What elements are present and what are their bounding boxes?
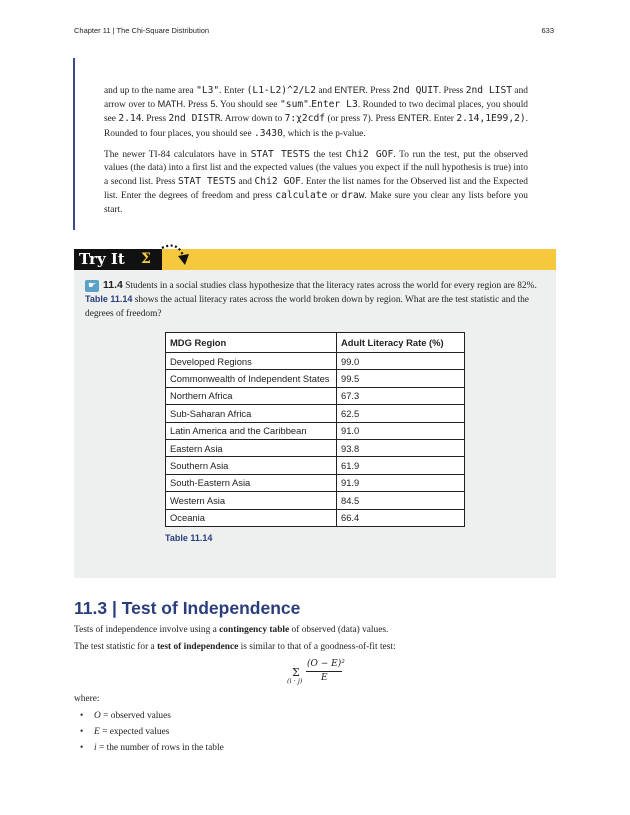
sigma-icon: Σ xyxy=(141,251,151,267)
list-item: • O = observed values xyxy=(80,711,171,721)
rate-cell: 99.0 xyxy=(337,353,465,370)
table-row xyxy=(166,457,465,474)
term-contingency-table: contingency table xyxy=(219,625,290,635)
table-reference-link[interactable]: Table 11.14 xyxy=(85,294,133,305)
intro-paragraph: Tests of independence involve using a contingency table of observed (data) values. xyxy=(74,625,389,635)
chi-square-formula xyxy=(287,656,357,690)
table-row xyxy=(166,422,465,439)
region-cell: Oceania xyxy=(166,509,337,526)
list-item: • E = expected values xyxy=(80,727,170,737)
note-paragraph-2: The newer TI-84 calculators have in STAT TESTS the test Chi2 GOF. To run the test, put the observed values (the data) into a first list and the expected values (the values you expect if the null hypothesis is true) into a second list. Press STAT TESTS and Chi2 GOF. Enter the list names for the Observed list and the Expected list. Enter the degrees of freedom and press calculate or draw. Make sure you clear any lists before you start. xyxy=(104,148,528,215)
region-cell: Latin America and the Caribbean xyxy=(166,422,337,439)
table-row xyxy=(166,474,465,491)
note-paragraph-1: and up to the name area "L3". Enter (L1-L2)^2/L2 and ENTER. Press 2nd QUIT. Press 2nd LIST and arrow over to MATH. Press 5. You should see "sum".Enter L3. Rounded to two decimal places, you should see 2.14. Press 2nd DISTR. Arrow down to 7:χ2cdf (or press 7). Press ENTER. Enter 2.14,1E99,2). Rounded to four places, you should see .3430, which is the p-value. xyxy=(104,85,528,139)
region-cell: Western Asia xyxy=(166,492,337,509)
rate-cell: 93.8 xyxy=(337,439,465,456)
calculator-note xyxy=(104,84,528,224)
definition-list xyxy=(80,710,224,758)
table-caption: Table 11.14 xyxy=(165,533,213,543)
column-header: MDG Region xyxy=(166,333,337,353)
table-row xyxy=(166,353,465,370)
table-header-row xyxy=(166,333,465,353)
pointing-hand-icon: ☛ xyxy=(85,280,99,292)
test-statistic-paragraph: The test statistic for a test of independence is similar to that of a goodness-of-fit test: xyxy=(74,642,396,652)
rate-cell: 61.9 xyxy=(337,457,465,474)
fraction-bar xyxy=(306,671,342,672)
exercise-number: 11.4 xyxy=(103,279,123,291)
section-separator: | xyxy=(111,598,117,618)
region-cell: Southern Asia xyxy=(166,457,337,474)
region-cell: Northern Africa xyxy=(166,387,337,404)
note-sidebar-rule xyxy=(73,58,75,230)
page-number: 633 xyxy=(541,26,554,35)
section-heading xyxy=(74,598,300,619)
formula-numerator: (O − E)² xyxy=(307,659,345,669)
section-number: 11.3 xyxy=(74,598,108,618)
section-title: Test of Independence xyxy=(121,598,301,618)
list-item: • i = the number of rows in the table xyxy=(80,743,224,753)
table-row xyxy=(166,439,465,456)
table-row xyxy=(166,387,465,404)
region-cell: Sub-Saharan Africa xyxy=(166,405,337,422)
rate-cell: 84.5 xyxy=(337,492,465,509)
region-cell: Commonwealth of Independent States xyxy=(166,370,337,387)
rate-cell: 62.5 xyxy=(337,405,465,422)
table-row xyxy=(166,370,465,387)
sum-symbol: Σ xyxy=(292,666,300,679)
try-it-label: Try It xyxy=(74,249,162,270)
region-cell: Developed Regions xyxy=(166,353,337,370)
rate-cell: 91.9 xyxy=(337,474,465,491)
running-header: Chapter 11 | The Chi-Square Distribution xyxy=(74,26,210,35)
table-row xyxy=(166,492,465,509)
region-cell: Eastern Asia xyxy=(166,439,337,456)
exercise-text: 11.4 Students in a social studies class hypothesize that the literacy rates across the world for every region are 82%. Table 11.14 shows the actual literacy rates across the world broken down by region. What are the test statistic and the degrees of freedom? xyxy=(85,279,537,319)
term-test-of-independence: test of independence xyxy=(157,642,239,652)
table-row xyxy=(166,509,465,526)
sum-subscript: (i · j) xyxy=(287,677,303,685)
column-header: Adult Literacy Rate (%) xyxy=(337,333,465,353)
rate-cell: 99.5 xyxy=(337,370,465,387)
dotted-arrow-icon xyxy=(158,240,194,270)
where-label: where: xyxy=(74,694,100,704)
rate-cell: 66.4 xyxy=(337,509,465,526)
region-cell: South-Eastern Asia xyxy=(166,474,337,491)
rate-cell: 91.0 xyxy=(337,422,465,439)
rate-cell: 67.3 xyxy=(337,387,465,404)
table-row xyxy=(166,405,465,422)
formula-denominator: E xyxy=(321,673,328,683)
literacy-rate-table xyxy=(165,332,465,527)
